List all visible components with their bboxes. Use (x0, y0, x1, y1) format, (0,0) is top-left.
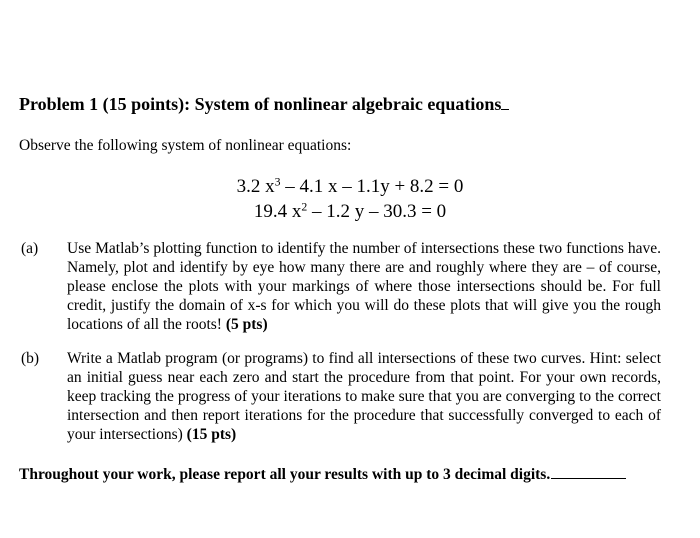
part-a-text: Use Matlab’s plotting function to identify the number of intersections these two functions have. Namely, plot and identify by eye how many there are and roughly where they are – of course, please enclose the plots with your markings of where those intersections should be. For full credit, justify the domain of x-s for which you will do these plots that will give you the rough locations of all the roots! (5 pts) (67, 240, 661, 333)
footer-note: Throughout your work, please report all your results with up to 3 decimal digits. (19, 466, 626, 484)
problem-intro: Observe the following system of nonlinear equations: (19, 137, 352, 154)
part-a-label: (a) (21, 240, 39, 257)
footer-underline (551, 466, 626, 479)
part-b-text: Write a Matlab program (or programs) to find all intersections of these two curves. Hint: select an initial guess near each zero and start the procedure from that point. For your own records, keep tracking the progress of your iterations to make sure that you are converging to the correct intersection and then report iterations for the procedure that successfully converged to each of your intersections) (15 pts) (67, 350, 661, 443)
part-a (21, 239, 661, 334)
equation-system (0, 174, 700, 224)
part-b (21, 349, 661, 444)
equation-2: 19.4 $x^2 - 1.2$ y – 30.3 = 0 (253, 200, 447, 222)
part-b-points: (15 pts) (186, 426, 237, 443)
equation-1: 3.2 $x^3 - 4.1$ x – 1.1y + 8.2 = 0 (236, 175, 464, 197)
part-b-label: (b) (21, 350, 40, 367)
title-underline (501, 95, 509, 110)
part-a-points: (5 pts) (225, 316, 268, 333)
problem-title: Problem 1 (15 points): System of nonlinear algebraic equations (19, 94, 509, 115)
